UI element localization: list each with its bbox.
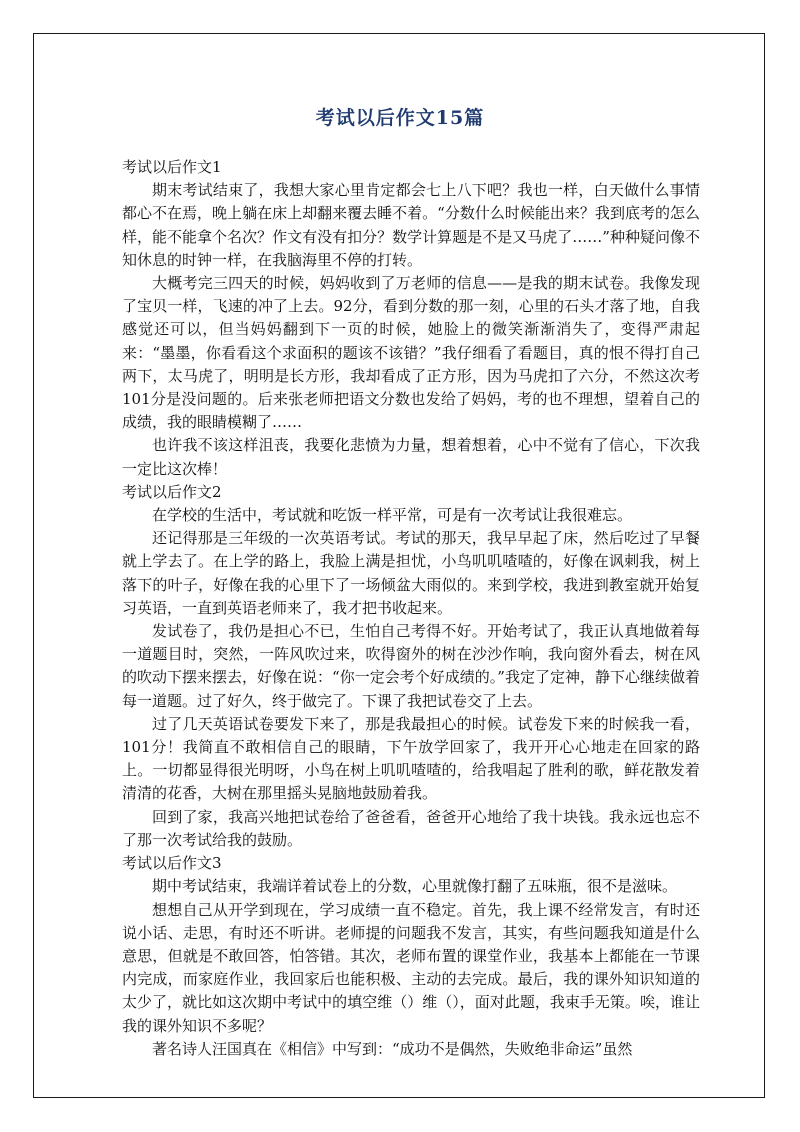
essay-heading: 考试以后作文2 — [122, 482, 222, 501]
paragraph: 也许我不该这样沮丧，我要化悲愤为力量，想着想着，心中不觉有了信心，下次我一定比这次棒！ — [122, 436, 700, 478]
document-title: 考试以后作文15篇 — [315, 107, 485, 129]
paragraph: 期末考试结束了，我想大家心里肯定都会七上八下吧？我也一样，白天做什么事情都心不在焉，晚上躺在床上却翻来覆去睡不着。“分数什么时候能出来？我到底考的怎么样，能不能拿个名次？作文有没有扣分？数学计算题是不是又马虎了……”种种疑问像不知休息的时钟一样，在我脑海里不停的打转。 — [122, 181, 700, 269]
paragraph: 过了几天英语试卷要发下来了，那是我最担心的时候。试卷发下来的时候我一看，101分！我简直不敢相信自己的眼睛，下午放学回家了，我开开心心地走在回家的路上。一切都显得很光明呀，小鸟在树上叽叽喳喳的，给我唱起了胜利的歌，鲜花散发着清清的花香，大树在那里摇头晃脑地鼓励着我。 — [122, 714, 700, 803]
paragraph: 期中考试结束，我端详着试卷上的分数，心里就像打翻了五味瓶，很不是滋味。 — [152, 877, 678, 896]
paragraph: 想想自己从开学到现在，学习成绩一直不稳定。首先，我上课不经常发言，有时还说小话、走思，有时还不听讲。老师提的问题我不发言，其实，有些问题我知道是什么意思，但就是不敢回答，怕答错。其次，老师布置的课堂作业，我基本上都能在一节课内完成，而家庭作业，我回家后也能积极、主动的去完成。最后，我的课外知识知道的太少了，就比如这次期中考试中的填空维（）维（），面对此题，我束手无策。唉，谁让我的课外知识不多呢？ — [122, 900, 700, 1035]
paragraph: 在学校的生活中，考试就和吃饭一样平常，可是有一次考试让我很难忘。 — [152, 506, 633, 525]
paragraph: 发试卷了，我仍是担心不已，生怕自己考得不好。开始考试了，我正认真地做着每一道题目时，突然，一阵风吹过来，吹得窗外的树在沙沙作响，我向窗外看去，树在风的吹动下摆来摆去，好像在说：“你一定会考个好成绩的。”我定了定神，静下心继续做着每一道题。过了好久，终于做完了。下课了我把试卷交了上去。 — [122, 622, 700, 710]
essay-1 — [122, 156, 700, 481]
essay-2 — [122, 481, 700, 852]
paragraph: 还记得那是三年级的一次英语考试。考试的那天，我早早起了床，然后吃过了早餐就上学去了。在上学的路上，我脸上满是担忧，小鸟叽叽喳喳的，好像在讽刺我，树上落下的叶子，好像在我的心里下了一场倾盆大雨似的。来到学校，我进到教室就开始复习英语，一直到英语老师来了，我才把书收起来。 — [122, 529, 700, 617]
essay-3 — [122, 852, 700, 1061]
paragraph: 大概考完三四天的时候，妈妈收到了万老师的信息——是我的期末试卷。我像发现了宝贝一样，飞速的冲了上去。92分，看到分数的那一刻，心里的石头才落了地，自我感觉还可以，但当妈妈翻到下一页的时候，她脸上的微笑渐渐消失了，变得严肃起来：“墨墨，你看看这个求面积的题该不该错？”我仔细看了看题目，真的恨不得打自己两下，太马虎了，明明是长方形，我却看成了正方形，因为马虎扣了六分，不然这次考101分是没问题的。后来张老师把语文分数也发给了妈妈，考的也不理想，望着自己的成绩，我的眼睛模糊了…… — [122, 274, 700, 432]
paragraph: 回到了家，我高兴地把试卷给了爸爸看，爸爸开心地给了我十块钱。我永远也忘不了那一次考试给我的鼓励。 — [122, 807, 700, 849]
essay-heading: 考试以后作文1 — [122, 158, 222, 176]
essay-heading: 考试以后作文3 — [122, 854, 222, 873]
paragraph: 著名诗人汪国真在《相信》中写到：“成功不是偶然，失败绝非命运”虽然 — [152, 1039, 633, 1058]
document-body — [122, 156, 700, 1061]
